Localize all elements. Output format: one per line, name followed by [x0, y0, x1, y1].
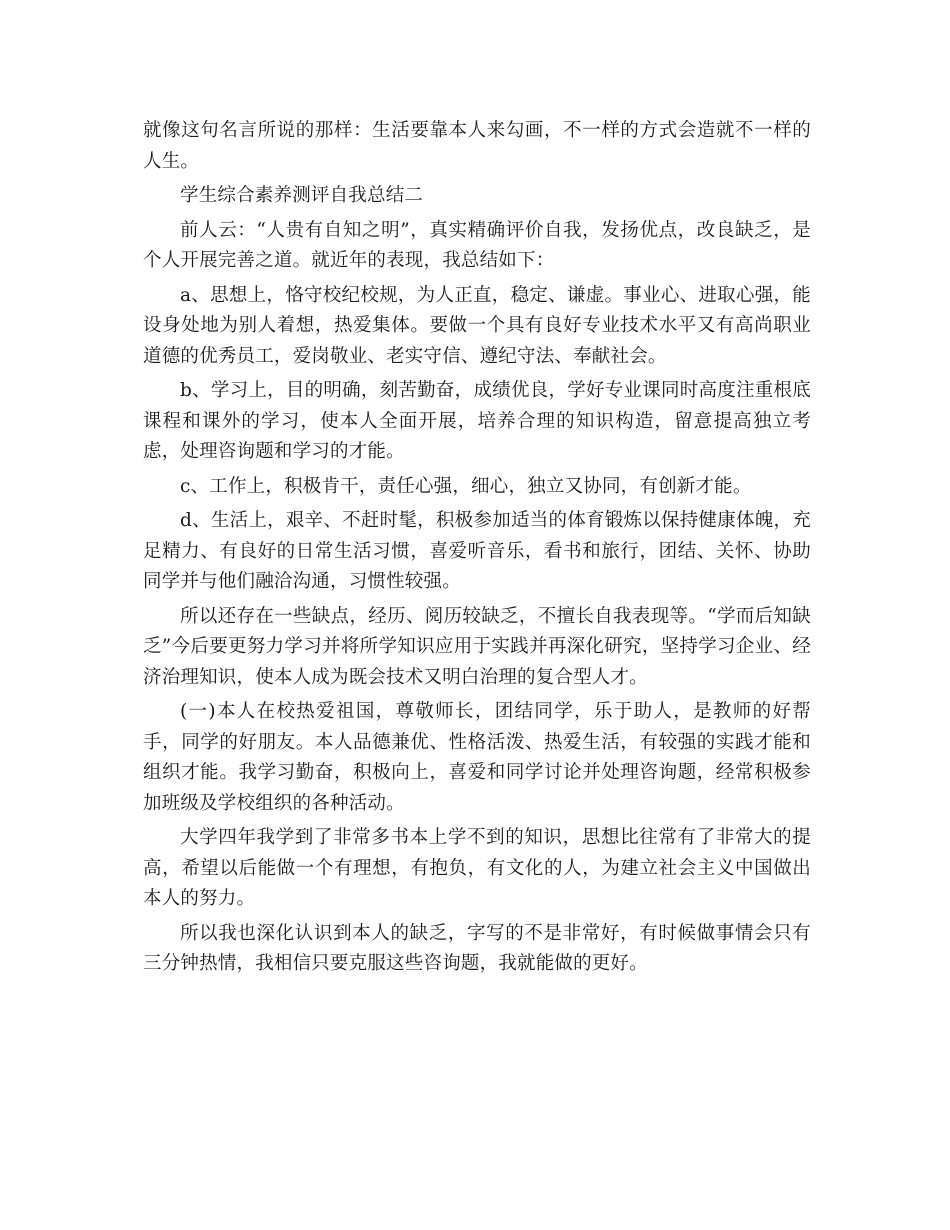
paragraph: (一)本人在校热爱祖国，尊敬师长，团结同学，乐于助人，是教师的好帮手，同学的好朋友。本人品德兼优、性格活泼、热爱生活，有较强的实践才能和组织才能。我学习勤奋，积极向上，喜爱和同学讨论并处理咨询题，经常积极参加班级及学校组织的各种活动。	[143, 701, 811, 814]
paragraph: 大学四年我学到了非常多书本上学不到的知识，思想比往常有了非常大的提高，希望以后能做一个有理想，有抱负，有文化的人，为建立社会主义中国做出本人的努力。	[143, 827, 811, 909]
document-body	[143, 116, 811, 984]
paragraph: c、工作上，积极肯干，责任心强，细心，独立又协同，有创新才能。	[180, 475, 752, 497]
paragraph: d、生活上，艰辛、不赶时髦，积极参加适当的体育锻炼以保持健康体魄，充足精力、有良好的日常生活习惯，喜爱听音乐，看书和旅行，团结、关怀、协助同学并与他们融洽沟通，习惯性较强。	[143, 510, 811, 592]
paragraph: a、思想上，恪守校纪校规，为人正直，稳定、谦虚。事业心、进取心强，能设身处地为别人着想，热爱集体。要做一个具有良好专业技术水平又有高尚职业道德的优秀员工，爱岗敬业、老实守信、遵纪守法、奉献社会。	[143, 284, 811, 367]
paragraph: 前人云：“人贵有自知之明”，真实精确评价自我，发扬优点，改良缺乏，是个人开展完善之道。就近年的表现，我总结如下：	[143, 219, 811, 271]
section-heading: 学生综合素养测评自我总结二	[180, 185, 424, 206]
paragraph: 所以我也深化认识到本人的缺乏，字写的不是非常好，有时候做事情会只有三分钟热情，我相信只要克服这些咨询题，我就能做的更好。	[143, 922, 811, 974]
paragraph: b、学习上，目的明确，刻苦勤奋，成绩优良，学好专业课同时高度注重根底课程和课外的学习，使本人全面开展，培养合理的知识构造，留意提高独立考虑，处理咨询题和学习的才能。	[143, 380, 811, 462]
paragraph: 所以还存在一些缺点，经历、阅历较缺乏，不擅长自我表现等。“学而后知缺乏”今后要更努力学习并将所学知识应用于实践并再深化研究，坚持学习企业、经济治理知识，使本人成为既会技术又明白治理的复合型人才。	[143, 605, 811, 688]
paragraph: 就像这句名言所说的那样：生活要靠本人来勾画，不一样的方式会造就不一样的人生。	[143, 120, 811, 172]
